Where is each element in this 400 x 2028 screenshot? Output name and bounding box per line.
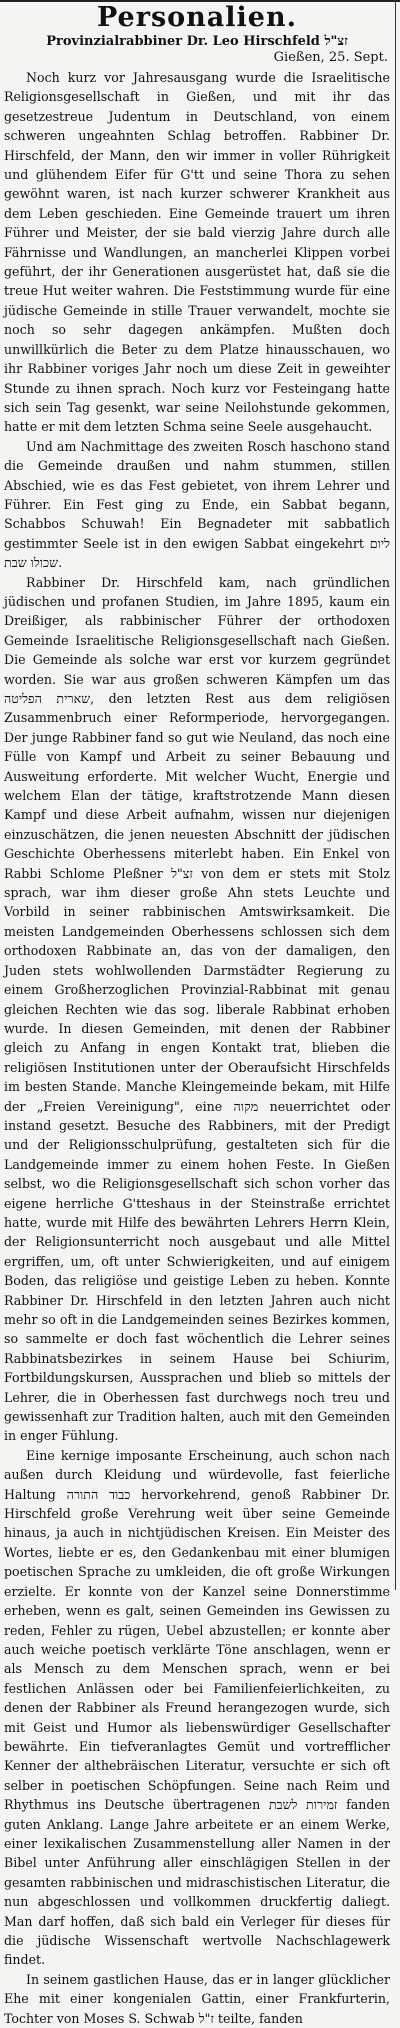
paragraph-2: Und am Nachmittage des zweiten Rosch haschono stand die Gemeinde draußen und nahm stummen, stillen Abschied, wie es das Fest gebietet, von ihrem Lehrer und Führer. Ein Fest ging zu Ende, ein Sabbat begann, Schabbos Schuwah! Ein Begnadeter mit sabbatlich gestimmter Seele ist in den ewigen Sabbat eingekehrt ליום שכולו שבת. bbox=[4, 438, 390, 571]
paragraph-3: Rabbiner Dr. Hirschfeld kam, nach gründlichen jüdischen und profanen Studien, im Jahre 1895, kaum ein Dreißiger, als rabbinischer Führer der orthodoxen Gemeinde Israelitische Religionsgesellschaft nach Gießen. Die Gemeinde als solche war erst vor kurzem gegründet worden. Sie war aus großen schweren Kämpfen um das שארית הפליטה, den letzten Rest aus dem religiösen Zusammenbruch einer Reformperiode, hervorgegangen. Der junge Rabbiner fand so gut wie Neuland, das noch eine Fülle von Kampf und Arbeit zu seiner Bebauung und Ausweitung erforderte. Mit welcher Wucht, Energie und welchem Elan der tätige, kraftstrotzende Mann diesen Kampf und diese Arbeit aufnahm, wissen nur diejenigen einzuschätzen, die jenen neuesten Abschnitt der jüdischen Geschichte Oberhessens miterlebt haben. Ein Enkel von Rabbi Schlome Pleßner זצ"ל von dem er stets mit Stolz sprach, war ihm dieser große Ahn stets Leuchte und Vorbild in seiner rabbinischen Amtswirksamkeit. Die meisten Landgemeinden Oberhessens schlossen sich dem orthodoxen Rabbinate an, das von der damaligen, den Juden stets wohlwollenden Darmstädter Regierung zu einem Großherzoglichen Provinzial-Rabbinat mit genau gleichen Rechten wie das sog. liberale Rabbinat erhoben wurde. In diesen Gemeinden, mit denen der Rabbiner gleich zu Anfang in engen Kontakt trat, blieben die religiösen Institutionen unter der Oberaufsicht Hirschfelds im besten Stande. Manche Kleingemeinde bekam, mit Hilfe der „Freien Vereinigung", eine מקוה neuerrichtet oder instand gesetzt. Besuche des Rabbiners, mit der Predigt und der Religionsschulprüfung, gestalteten sich für die Landgemeinde immer zu einem hohen Feste. In Gießen selbst, wo die Religionsgesellschaft sich schon vorher das eigene herrliche G'tteshaus in der Steinstraße errichtet hatte, wurde mit Hilfe des bewährten Lehrers Herrn Klein, der Religionsunterricht noch ausgebaut und alle Mittel ergriffen, um, oft unter Schwierigkeiten, und auf einigem Boden, das religiöse und geistige Leben zu heben. Konnte Rabbiner Dr. Hirschfeld in den letzten Jahren auch nicht mehr so oft in die Landgemeinden seines Bezirkes kommen, so sammelte er doch fast wöchentlich die Lehrer seines Rabbinatsbezirkes in seinem Hause bei Schiurim, Fortbildungskursen, Aussprachen und blieb so mittels der Lehrer, die in Oberhessen fast durchwegs noch treu und gewissenhaft zur Tradition halten, auch mit den Gemeinden in enger Fühlung. bbox=[4, 574, 391, 1444]
article-title: Personalien. bbox=[96, 2, 298, 33]
article-byline: Provinzialrabbiner Dr. Leo Hirschfeld זצ"ל bbox=[46, 34, 348, 49]
paragraph-4: Eine kernige imposante Erscheinung, auch schon nach außen durch Kleidung und würdevolle, fast feierliche Haltung כבוד התורה hervorkehrend, genoß Rabbiner Dr. Hirschfeld große Verehrung weit über seine Gemeinde hinaus, ja auch in nichtjüdischen Kreisen. Ein Meister des Wortes, liebte er es, den Gedankenbau mit einer blumigen poetischen Sprache zu umkleiden, die oft große Wirkungen erzielte. Er konnte von der Kanzel seine Donnerstimme erheben, wenn es galt, seinen Gemeinden ins Gewissen zu reden, Fehler zu rügen, Uebel abzustellen; er konnte aber auch weiche poetisch verklärte Töne anschlagen, wenn er als Mensch zu dem Menschen sprach, wenn er bei festlichen Anlässen oder bei Familienfeierlichkeiten, zu denen der Rabbiner als Freund herangezogen wurde, sich mit Geist und Humor als liebenswürdiger Gesellschafter bewährte. Ein tiefveranlagtes Gemüt und vortrefflicher Kenner der althebräischen Literatur, versuchte er sich oft selber in poetischen Schöpfungen. Seine nach Reim und Rhythmus ins Deutsche übertragenen זמירות לשבת fanden guten Anklang. Lange Jahre arbeitete er an einem Werke, einer lexikalischen Zusammenstellung aller Namen in der Bibel unter Anführung aller einschlägigen Stellen in der gesamten rabbinischen und midraschistischen Literatur, die nun abgeschlossen und vollkommen druckfertig daliegt. Man darf hoffen, daß sich bald ein Verleger für dieses für die jüdische Wissenschaft wertvolle Nachschlagewerk findet. bbox=[4, 1447, 390, 1968]
paragraph-5: In seinem gastlichen Hause, das er in langer glücklicher Ehe mit einer kongenialen Gattin, einer Frankfurterin, Tochter von Moses S. Schwab ז"ל teilte, fanden bbox=[4, 1971, 390, 2026]
paragraph-1: Noch kurz vor Jahresausgang wurde die Israelitische Religionsgesellschaft in Gießen, und mit ihr das gesetzestreue Judentum in Deutschland, von einem schweren ungeahnten Schlag betroffen. Rabbiner Dr. Hirschfeld, der Mann, den wir immer in voller Rührigkeit und glühendem Eifer für G'tt und seine Thora zu sehen gewöhnt waren, ist nach kurzer schwerer Krankheit aus dem Leben geschieden. Eine Gemeinde trauert um ihren Führer und Meister, der sie bald vierzig Jahre durch alle Fährnisse und Wandlungen, an mancherlei Klippen vorbei geführt, der ihr Generationen ausgerüstet hat, daß sie die treue Hut weiter wahren. Die Feststimmung wurde für eine jüdische Gemeinde in stille Trauer verwandelt, mochte sie noch so sehr dagegen ankämpfen. Mußten doch unwillkürlich die Beter zu dem Platze hinausschauen, wo ihr Rabbiner voriges Jahr noch um diese Zeit in geweihter Stunde zu ihnen sprach. Noch kurz vor Festeingang hatte sich sein Tag gesenkt, war seine Neilohstunde gekommen, hatte er mit dem letzten Schma seine Seele ausgehaucht. bbox=[4, 70, 390, 435]
article-column bbox=[4, 0, 391, 2026]
column-rule bbox=[395, 0, 396, 1590]
article-dateline: Gießen, 25. Sept. bbox=[273, 50, 388, 65]
